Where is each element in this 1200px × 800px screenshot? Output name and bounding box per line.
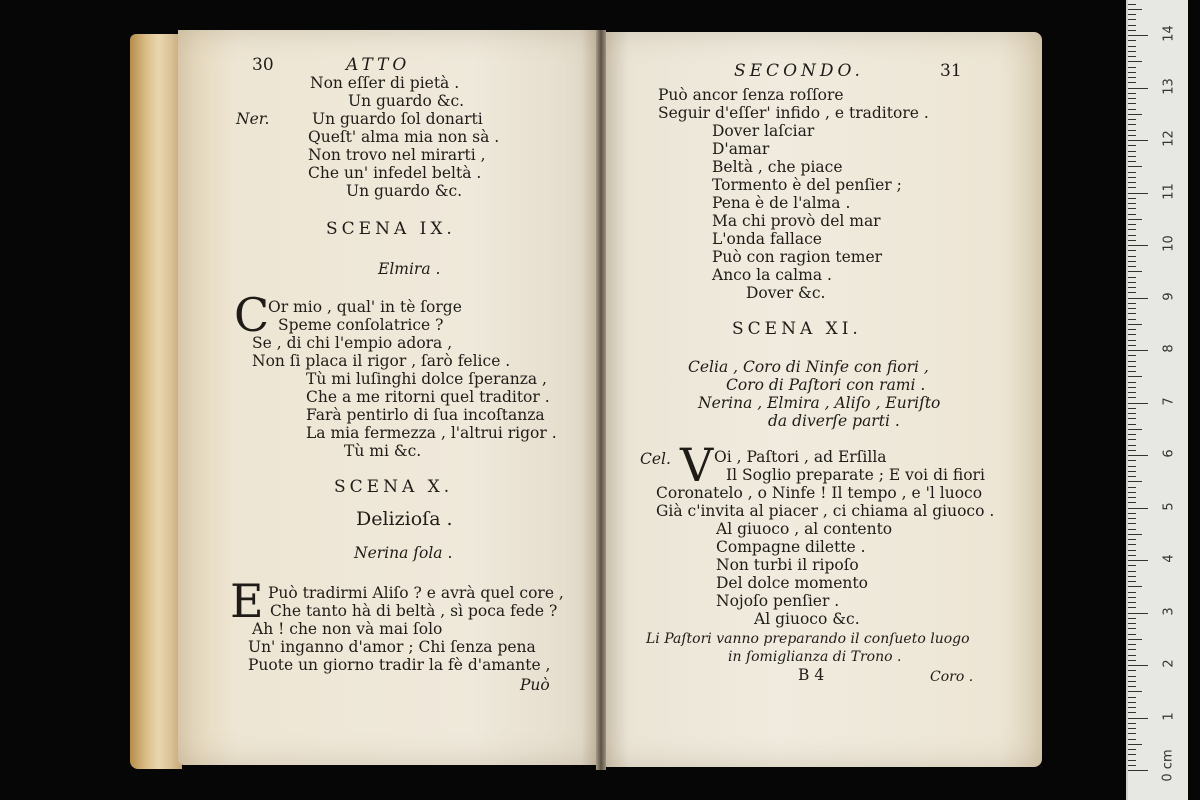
ruler-tick xyxy=(1128,733,1136,734)
ruler-tick xyxy=(1128,193,1148,194)
ruler-tick xyxy=(1128,151,1136,152)
verse-line: Anco la calma . xyxy=(712,266,832,284)
ruler-tick xyxy=(1128,355,1136,356)
verse-line: Ma chi provò del mar xyxy=(712,212,881,230)
scene-character: Nerina ſola . xyxy=(354,544,453,562)
ruler-tick xyxy=(1128,298,1148,299)
verse-line: Or mio , qual' in tè ſorge xyxy=(268,298,462,316)
ruler-tick xyxy=(1128,345,1136,346)
verse-line: Puote un giorno tradir la fè d'amante , xyxy=(248,656,551,674)
ruler-tick xyxy=(1128,497,1136,498)
ruler-tick xyxy=(1128,14,1136,15)
ruler-tick xyxy=(1128,754,1136,755)
verse-line: Seguir d'eſſer' infido , e traditore . xyxy=(658,104,929,122)
ruler-tick xyxy=(1128,439,1136,440)
verse-line: Dover laſciar xyxy=(712,122,815,140)
ruler-tick xyxy=(1128,445,1136,446)
ruler-tick xyxy=(1128,334,1136,335)
verse-line: Beltà , che piace xyxy=(712,158,843,176)
ruler-tick xyxy=(1128,30,1136,31)
ruler-tick xyxy=(1128,518,1136,519)
ruler-tick xyxy=(1128,670,1136,671)
ruler-tick xyxy=(1128,177,1136,178)
page-edges xyxy=(130,34,182,769)
ruler-tick xyxy=(1128,707,1136,708)
ruler-tick xyxy=(1128,502,1136,503)
verse-line: Queſt' alma mia non sà . xyxy=(308,128,500,146)
ruler-tick xyxy=(1128,61,1142,62)
ruler-tick xyxy=(1128,581,1136,582)
ruler-tick xyxy=(1128,240,1136,241)
ruler-tick xyxy=(1128,471,1136,472)
ruler-tick xyxy=(1128,712,1136,713)
ruler-tick xyxy=(1128,51,1136,52)
ruler-tick xyxy=(1128,691,1142,692)
ruler-number: 3 xyxy=(1161,606,1177,616)
ruler-number: 2 xyxy=(1161,659,1177,668)
verse-line: Non trovo nel mirarti , xyxy=(308,146,486,164)
verse-line: Può con ragion temer xyxy=(712,248,883,266)
ruler-tick xyxy=(1128,282,1136,283)
ruler-tick xyxy=(1128,208,1136,209)
measuring-ruler xyxy=(1126,0,1188,800)
ruler-number: 4 xyxy=(1161,554,1177,563)
stage-direction: Li Paſtori vanno preparando il conſueto luogo xyxy=(646,631,970,647)
ruler-tick xyxy=(1128,35,1148,36)
ruler-tick xyxy=(1128,639,1142,640)
ruler-tick xyxy=(1128,628,1136,629)
ruler-tick xyxy=(1128,77,1136,78)
verse-line: Speme conſolatrice ? xyxy=(278,316,444,334)
ruler-tick xyxy=(1128,424,1136,425)
scene-character: Elmira . xyxy=(378,260,441,278)
ruler-tick xyxy=(1128,93,1136,94)
ruler-number: 10 xyxy=(1161,235,1177,252)
verse-line: Nojoſo penſier . xyxy=(716,592,840,610)
ruler-tick xyxy=(1128,686,1136,687)
drop-cap: V xyxy=(680,438,714,492)
ruler-tick xyxy=(1128,256,1136,257)
scene-character: Nerina , Elmira , Aliſo , Euriſto xyxy=(698,394,941,412)
scene-character: Celia , Coro di Ninfe con fiori , xyxy=(688,358,929,376)
ruler-tick xyxy=(1128,571,1136,572)
verse-line: Che un' infedel beltà . xyxy=(308,164,482,182)
scene-setting: Delizioſa . xyxy=(356,508,453,530)
verse-line: Non eſſer di pietà . xyxy=(310,74,460,92)
ruler-tick xyxy=(1128,418,1136,419)
ruler-tick xyxy=(1128,592,1136,593)
verse-line: Tù mi &c. xyxy=(344,442,422,460)
ruler-tick xyxy=(1128,487,1136,488)
ruler-tick xyxy=(1128,114,1142,115)
page-number-right: 31 xyxy=(940,61,962,81)
ruler-tick xyxy=(1128,135,1136,136)
verse-line: Che a me ritorni quel traditor . xyxy=(306,388,550,406)
ruler-tick xyxy=(1128,4,1136,5)
ruler-number: 1 xyxy=(1161,711,1177,721)
verse-line: Oi , Paſtori , ad Erſilla xyxy=(714,448,887,466)
ruler-tick xyxy=(1128,618,1136,619)
ruler-tick xyxy=(1128,25,1136,26)
ruler-tick xyxy=(1128,235,1136,236)
verse-line: Un guardo &c. xyxy=(348,92,465,110)
ruler-tick xyxy=(1128,534,1142,535)
verse-line: Compagne dilette . xyxy=(716,538,866,556)
ruler-tick xyxy=(1128,166,1142,167)
ruler-tick xyxy=(1128,161,1136,162)
ruler-tick xyxy=(1128,40,1136,41)
verse-line: Farà pentirlo di ſua incoſtanza xyxy=(306,406,545,424)
stage-direction: in ſomiglianza di Trono . xyxy=(728,649,902,665)
verse-line: Non ſi placa il rigor , ſarò felice . xyxy=(252,352,511,370)
ruler-tick xyxy=(1128,523,1136,524)
verse-line: Il Soglio preparate ; E voi di fiori xyxy=(726,466,985,484)
ruler-tick xyxy=(1128,292,1136,293)
ruler-tick xyxy=(1128,529,1136,530)
ruler-tick xyxy=(1128,770,1148,771)
ruler-tick xyxy=(1128,413,1136,414)
ruler-tick xyxy=(1128,145,1136,146)
ruler-tick xyxy=(1128,382,1136,383)
ruler-tick xyxy=(1128,67,1136,68)
ruler-tick xyxy=(1128,350,1148,351)
verse-line: L'onda fallace xyxy=(712,230,822,248)
ruler-number: 7 xyxy=(1161,396,1177,406)
ruler-tick xyxy=(1128,198,1136,199)
verse-line: Un guardo &c. xyxy=(346,182,463,200)
ruler-tick xyxy=(1128,266,1136,267)
ruler-number: 13 xyxy=(1161,77,1177,95)
ruler-tick xyxy=(1128,728,1136,729)
ruler-tick xyxy=(1128,19,1136,20)
ruler-tick xyxy=(1128,203,1136,204)
ruler-tick xyxy=(1128,392,1136,393)
ruler-tick xyxy=(1128,140,1148,141)
running-head-left: ATTO xyxy=(346,55,411,75)
ruler-tick xyxy=(1128,434,1136,435)
ruler-tick xyxy=(1128,319,1136,320)
ruler-tick xyxy=(1128,308,1136,309)
ruler-tick xyxy=(1128,172,1136,173)
signature-mark: B 4 xyxy=(798,666,825,684)
ruler-tick xyxy=(1128,361,1136,362)
scene-character: Coro di Paſtori con rami . xyxy=(726,376,926,394)
ruler-tick xyxy=(1128,397,1136,398)
ruler-tick xyxy=(1128,455,1148,456)
verse-line: Tormento è del penſier ; xyxy=(712,176,902,194)
ruler-number: 5 xyxy=(1161,501,1177,511)
ruler-tick xyxy=(1128,539,1136,540)
ruler-tick xyxy=(1128,481,1142,482)
verse-line: Se , di chi l'empio adora , xyxy=(252,334,453,352)
ruler-number: 11 xyxy=(1161,182,1177,200)
ruler-tick xyxy=(1128,466,1136,467)
ruler-tick xyxy=(1128,219,1142,220)
verse-line: Un' inganno d'amor ; Chi ſenza pena xyxy=(248,638,536,656)
ruler-tick xyxy=(1128,403,1148,404)
ruler-tick xyxy=(1128,607,1136,608)
ruler-tick xyxy=(1128,723,1136,724)
catchword: Può xyxy=(520,676,550,694)
ruler-tick xyxy=(1128,98,1136,99)
ruler-tick xyxy=(1128,376,1142,377)
ruler-number: 9 xyxy=(1161,291,1177,301)
ruler-tick xyxy=(1128,550,1136,551)
verse-line: Coronatelo , o Ninfe ! Il tempo , e 'l luoco xyxy=(656,484,983,502)
ruler-tick xyxy=(1128,287,1136,288)
verse-line: La mia fermezza , l'altrui rigor . xyxy=(306,424,557,442)
ruler-tick xyxy=(1128,224,1136,225)
verse-line: Al giuoco , al contento xyxy=(716,520,893,538)
ruler-tick xyxy=(1128,56,1136,57)
ruler-tick xyxy=(1128,371,1136,372)
ruler-tick xyxy=(1128,492,1136,493)
ruler-tick xyxy=(1128,119,1136,120)
ruler-tick xyxy=(1128,760,1136,761)
ruler-tick xyxy=(1128,508,1148,509)
ruler-tick xyxy=(1128,634,1136,635)
drop-cap: E xyxy=(230,574,264,628)
ruler-tick xyxy=(1128,130,1136,131)
scene-title: SCENA IX. xyxy=(326,219,456,239)
running-head-right: SECONDO. xyxy=(734,61,864,81)
verse-line: Tù mi luſinghi dolce ſperanza , xyxy=(306,370,547,388)
ruler-tick xyxy=(1128,739,1136,740)
ruler-tick xyxy=(1128,408,1136,409)
scene-title: SCENA XI. xyxy=(732,319,862,339)
scene-character: da diverſe parti . xyxy=(768,412,900,430)
ruler-tick xyxy=(1128,387,1136,388)
verse-line: Può tradirmi Aliſo ? e avrà quel core , xyxy=(268,584,564,602)
ruler-tick xyxy=(1128,450,1136,451)
ruler-tick xyxy=(1128,277,1136,278)
ruler-tick xyxy=(1128,214,1136,215)
ruler-tick xyxy=(1128,460,1136,461)
verse-line: Che tanto hà di beltà , sì poca fede ? xyxy=(270,602,558,620)
verse-line: Ah ! che non và mai ſolo xyxy=(252,620,443,638)
ruler-tick xyxy=(1128,366,1136,367)
verse-line: Già c'invita al piacer , ci chiama al giuoco . xyxy=(656,502,995,520)
ruler-tick xyxy=(1128,245,1148,246)
ruler-tick xyxy=(1128,544,1136,545)
ruler-tick xyxy=(1128,576,1136,577)
ruler-number: 6 xyxy=(1161,449,1177,458)
ruler-tick xyxy=(1128,655,1136,656)
ruler-tick xyxy=(1128,681,1136,682)
ruler-tick xyxy=(1128,560,1148,561)
verse-line: Al giuoco &c. xyxy=(754,610,860,628)
catchword: Coro . xyxy=(930,669,974,685)
ruler-tick xyxy=(1128,565,1136,566)
ruler-tick xyxy=(1128,250,1136,251)
verse-line: Pena è de l'alma . xyxy=(712,194,851,212)
ruler-tick xyxy=(1128,88,1148,89)
ruler-tick xyxy=(1128,602,1136,603)
ruler-tick xyxy=(1128,718,1148,719)
ruler-tick xyxy=(1128,429,1142,430)
ruler-tick xyxy=(1128,271,1142,272)
ruler-tick xyxy=(1128,46,1136,47)
ruler-tick xyxy=(1128,702,1136,703)
ruler-tick xyxy=(1128,329,1136,330)
ruler-number: 8 xyxy=(1161,344,1177,353)
verse-line: Del dolce momento xyxy=(716,574,868,592)
verse-line: Dover &c. xyxy=(746,284,826,302)
verse-line: Un guardo ſol donarti xyxy=(312,110,483,128)
scene-title: SCENA X. xyxy=(334,477,454,497)
verse-line: D'amar xyxy=(712,140,770,158)
ruler-tick xyxy=(1128,103,1136,104)
ruler-tick xyxy=(1128,340,1136,341)
ruler-tick xyxy=(1128,613,1148,614)
ruler-tick xyxy=(1128,765,1136,766)
ruler-tick xyxy=(1128,72,1136,73)
ruler-number: 14 xyxy=(1161,25,1177,42)
ruler-tick xyxy=(1128,187,1136,188)
ruler-tick xyxy=(1128,476,1136,477)
ruler-tick xyxy=(1128,124,1136,125)
ruler-tick xyxy=(1128,597,1136,598)
ruler-tick xyxy=(1128,660,1136,661)
ruler-tick xyxy=(1128,697,1136,698)
ruler-tick xyxy=(1128,182,1136,183)
ruler-tick xyxy=(1128,109,1136,110)
ruler-tick xyxy=(1128,644,1136,645)
ruler-tick xyxy=(1128,676,1136,677)
ruler-tick xyxy=(1128,229,1136,230)
speaker-label: Cel. xyxy=(640,450,671,468)
ruler-tick xyxy=(1128,623,1136,624)
ruler-tick xyxy=(1128,9,1142,10)
ruler-tick xyxy=(1128,555,1136,556)
book-gutter xyxy=(596,30,606,770)
verse-line: Non turbi il ripoſo xyxy=(716,556,859,574)
speaker-label: Ner. xyxy=(236,110,270,128)
ruler-tick xyxy=(1128,586,1142,587)
ruler-tick xyxy=(1128,649,1136,650)
ruler-tick xyxy=(1128,313,1136,314)
drop-cap: C xyxy=(234,288,270,342)
ruler-tick xyxy=(1128,156,1136,157)
ruler-tick xyxy=(1128,303,1136,304)
ruler-tick xyxy=(1128,513,1136,514)
ruler-tick xyxy=(1128,665,1148,666)
ruler-tick xyxy=(1128,261,1136,262)
verse-line: Può ancor ſenza roſſore xyxy=(658,86,844,104)
ruler-number: 12 xyxy=(1161,130,1177,147)
ruler-tick xyxy=(1128,744,1142,745)
ruler-unit-label: 0 cm xyxy=(1160,749,1176,782)
ruler-tick xyxy=(1128,324,1142,325)
ruler-tick xyxy=(1128,749,1136,750)
page-number-left: 30 xyxy=(252,55,274,75)
ruler-tick xyxy=(1128,82,1136,83)
